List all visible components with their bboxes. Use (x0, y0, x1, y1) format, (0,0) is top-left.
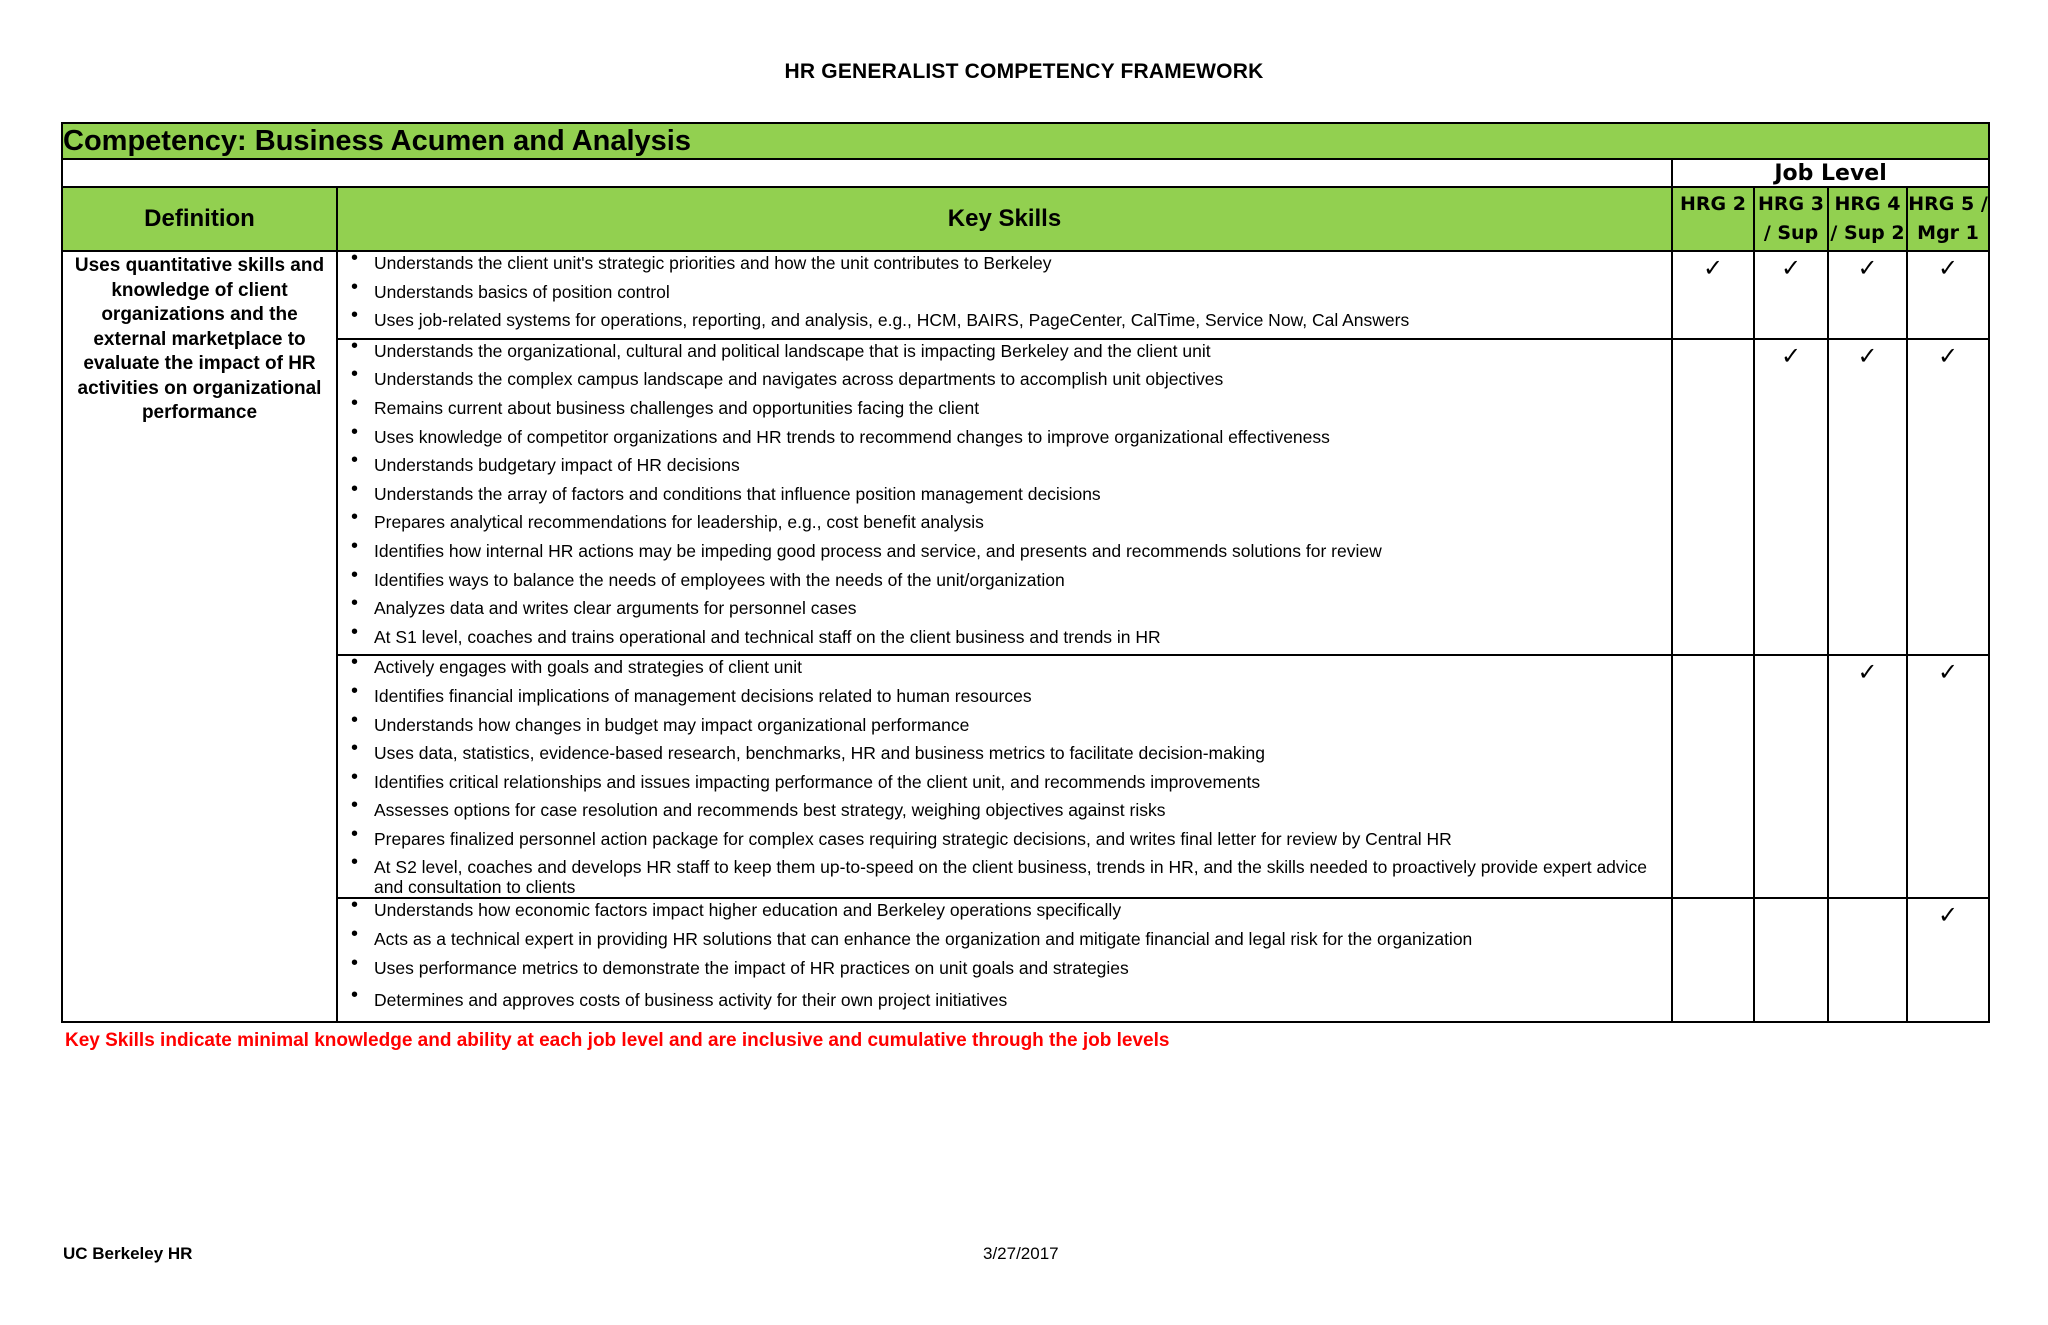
skill-item (338, 449, 1671, 483)
check-mark-icon (1828, 898, 1907, 1022)
skill-item (338, 304, 1671, 338)
footer-organization: UC Berkeley HR (63, 1244, 193, 1263)
bullet-icon: • (351, 563, 359, 586)
skills-cell (337, 894, 1672, 1022)
skill-item (338, 708, 1671, 743)
bullet-icon: • (351, 506, 359, 529)
bullet-icon: • (351, 851, 359, 874)
skill-item (338, 737, 1671, 771)
bullet-icon: • (351, 794, 359, 817)
skill-item (338, 334, 1671, 369)
bullet-icon: • (351, 420, 359, 443)
skill-text: Understands the organizational, cultural and political landscape that is impacting Berkeley and the client unit (374, 340, 1211, 361)
skill-item (338, 651, 1671, 685)
level-header-hrg4 (1828, 187, 1907, 251)
key-skills-note: Key Skills indicate minimal knowledge and ability at each job level and are inclusive and cumulative through the job levels (65, 1030, 1170, 1051)
bullet-icon: • (351, 449, 359, 472)
footer-date: 3/27/2017 (983, 1244, 1059, 1263)
skill-group-row (62, 898, 1989, 1022)
skill-text: Identifies ways to balance the needs of employees with the needs of the unit/organization (374, 569, 1065, 590)
bullet-icon: • (351, 765, 359, 788)
skill-text: Identifies financial implications of management decisions related to human resources (374, 685, 1032, 706)
skill-item (338, 247, 1671, 281)
skill-text: Understands how changes in budget may impact organizational performance (374, 714, 970, 735)
check-mark-icon (1672, 655, 1754, 898)
check-mark-icon: ✓ (1828, 339, 1907, 656)
skill-text: Remains current about business challenges and opportunities facing the client (374, 397, 980, 418)
skill-text: Understands the client unit's strategic priorities and how the unit contributes to Berkeley (374, 253, 1052, 273)
level-header-line2: / Sup (1763, 222, 1819, 244)
level-header-line1: HRG 2 (1680, 193, 1746, 215)
bullet-icon: • (351, 592, 359, 615)
bullet-icon: • (351, 737, 359, 760)
skill-text: Prepares finalized personnel action package for complex cases requiring strategic decisions, and writes final letter for review by Central HR (374, 828, 1452, 849)
level-header-line2: Mgr 1 (1917, 222, 1979, 244)
skill-text: Understands budgetary impact of HR decisions (374, 455, 740, 476)
document-title: HR GENERALIST COMPETENCY FRAMEWORK (784, 60, 1264, 83)
job-level-row (62, 159, 1989, 187)
skill-item (338, 477, 1671, 512)
skill-item (338, 794, 1671, 828)
skill-item (338, 534, 1671, 569)
skill-group-row (62, 655, 1989, 898)
level-header-line1: HRG 4 (1834, 193, 1901, 215)
bullet-icon: • (351, 894, 359, 917)
bullet-icon: • (351, 275, 359, 298)
skill-text: At S2 level, coaches and develops HR staff to keep them up-to-speed on the client business, trends in HR, and the skills needed to proactively provide expert advice and consultation to clients (374, 857, 1648, 898)
check-mark-icon: ✓ (1828, 251, 1907, 339)
key-skills-header: Key Skills (337, 187, 1672, 251)
skill-list (338, 894, 1671, 1017)
level-header-line1: HRG 3 (1758, 193, 1824, 215)
check-mark-icon (1672, 339, 1754, 656)
level-header-line2 (1673, 219, 1753, 248)
bullet-icon: • (351, 822, 359, 845)
skill-item (338, 822, 1671, 857)
skills-cell (337, 651, 1672, 898)
skill-text: At S1 level, coaches and trains operational and technical staff on the client business and trends in HR (374, 626, 1161, 647)
bullet-icon: • (351, 247, 359, 269)
level-header-line2: / Sup 2 (1830, 222, 1905, 244)
skill-item (338, 951, 1671, 989)
bullet-icon: • (351, 679, 359, 702)
skill-item (338, 983, 1671, 1018)
competency-table (61, 122, 1990, 1023)
skill-item (338, 894, 1671, 928)
bullet-icon: • (351, 304, 359, 327)
check-mark-icon (1754, 655, 1828, 898)
skill-item (338, 679, 1671, 714)
skill-item (338, 563, 1671, 598)
bullet-icon: • (351, 708, 359, 731)
skill-text: Analyzes data and writes clear arguments for personnel cases (374, 598, 857, 619)
bullet-icon: • (351, 951, 359, 974)
competency-title: Competency: Business Acumen and Analysis (62, 123, 1989, 159)
job-level-label: Job Level (1672, 159, 1989, 187)
skill-text: Uses job-related systems for operations, reporting, and analysis, e.g., HCM, BAIRS, PageCenter, CalTime, Service Now, Cal Answers (374, 310, 1410, 331)
skill-text: Prepares analytical recommendations for leadership, e.g., cost benefit analysis (374, 512, 984, 533)
bullet-icon: • (351, 983, 359, 1006)
skills-cell (337, 334, 1672, 656)
skill-text: Uses knowledge of competitor organizations and HR trends to recommend changes to improve organizational effectiveness (374, 426, 1330, 447)
skill-text: Determines and approves costs of business activity for their own project initiatives (374, 989, 1008, 1010)
skill-item (338, 851, 1671, 898)
skill-item (338, 391, 1671, 426)
skill-text: Understands basics of position control (374, 281, 670, 302)
level-header-hrg3 (1754, 187, 1828, 251)
bullet-icon: • (351, 363, 359, 386)
check-mark-icon: ✓ (1672, 251, 1754, 339)
skill-item (338, 620, 1671, 655)
bullet-icon: • (351, 477, 359, 500)
bullet-icon: • (351, 620, 359, 643)
skill-item (338, 765, 1671, 800)
check-mark-icon (1672, 898, 1754, 1022)
skill-text: Identifies how internal HR actions may be impeding good process and service, and presents and recommends solutions for review (374, 540, 1382, 561)
skill-text: Understands how economic factors impact higher education and Berkeley operations specifically (374, 900, 1122, 921)
skill-item (338, 363, 1671, 397)
skill-group-row (62, 339, 1989, 656)
skill-text: Identifies critical relationships and issues impacting performance of the client unit, and recommends improvements (374, 771, 1261, 792)
check-mark-icon: ✓ (1828, 655, 1907, 898)
check-mark-icon: ✓ (1754, 339, 1828, 656)
bullet-icon: • (351, 391, 359, 414)
skill-item (338, 420, 1671, 455)
bullet-icon: • (351, 334, 359, 357)
skill-text: Actively engages with goals and strategies of client unit (374, 657, 803, 678)
skills-cell (337, 247, 1672, 339)
level-header-hrg2 (1672, 187, 1754, 251)
skill-item (338, 592, 1671, 626)
level-header-line1: HRG 5 / (1908, 193, 1988, 215)
skill-text: Understands the complex campus landscape and navigates across departments to accomplish unit objectives (374, 369, 1224, 390)
skill-item (338, 923, 1671, 957)
skill-group-row (62, 251, 1989, 339)
check-mark-icon: ✓ (1907, 251, 1989, 339)
check-mark-icon: ✓ (1907, 898, 1989, 1022)
competency-row (62, 123, 1989, 159)
check-mark-icon: ✓ (1907, 339, 1989, 656)
skill-text: Assesses options for case resolution and recommends best strategy, weighing objectives against risks (374, 800, 1166, 821)
definition-header: Definition (62, 187, 337, 251)
skill-text: Uses performance metrics to demonstrate the impact of HR practices on unit goals and strategies (374, 957, 1129, 978)
bullet-icon: • (351, 651, 359, 674)
skill-item (338, 506, 1671, 540)
check-mark-icon: ✓ (1754, 251, 1828, 339)
check-mark-icon (1754, 898, 1828, 1022)
skill-text: Uses data, statistics, evidence-based research, benchmarks, HR and business metrics to facilitate decision-making (374, 743, 1265, 764)
skill-list (338, 334, 1671, 655)
skill-item (338, 275, 1671, 310)
blank-cell (62, 159, 1672, 187)
check-mark-icon: ✓ (1907, 655, 1989, 898)
header-row (62, 187, 1989, 251)
skill-text: Understands the array of factors and conditions that influence position management decisions (374, 483, 1101, 504)
level-header-hrg5 (1907, 187, 1989, 251)
bullet-icon: • (351, 923, 359, 946)
skill-text: Acts as a technical expert in providing HR solutions that can enhance the organization and mitigate financial and legal risk for the organization (374, 929, 1473, 950)
definition-text: Uses quantitative skills and knowledge of client organizations and the external marketplace to evaluate the impact of HR activities on organizational performance (62, 251, 337, 1022)
skill-list (338, 651, 1671, 898)
skill-list (338, 247, 1671, 338)
bullet-icon: • (351, 534, 359, 557)
